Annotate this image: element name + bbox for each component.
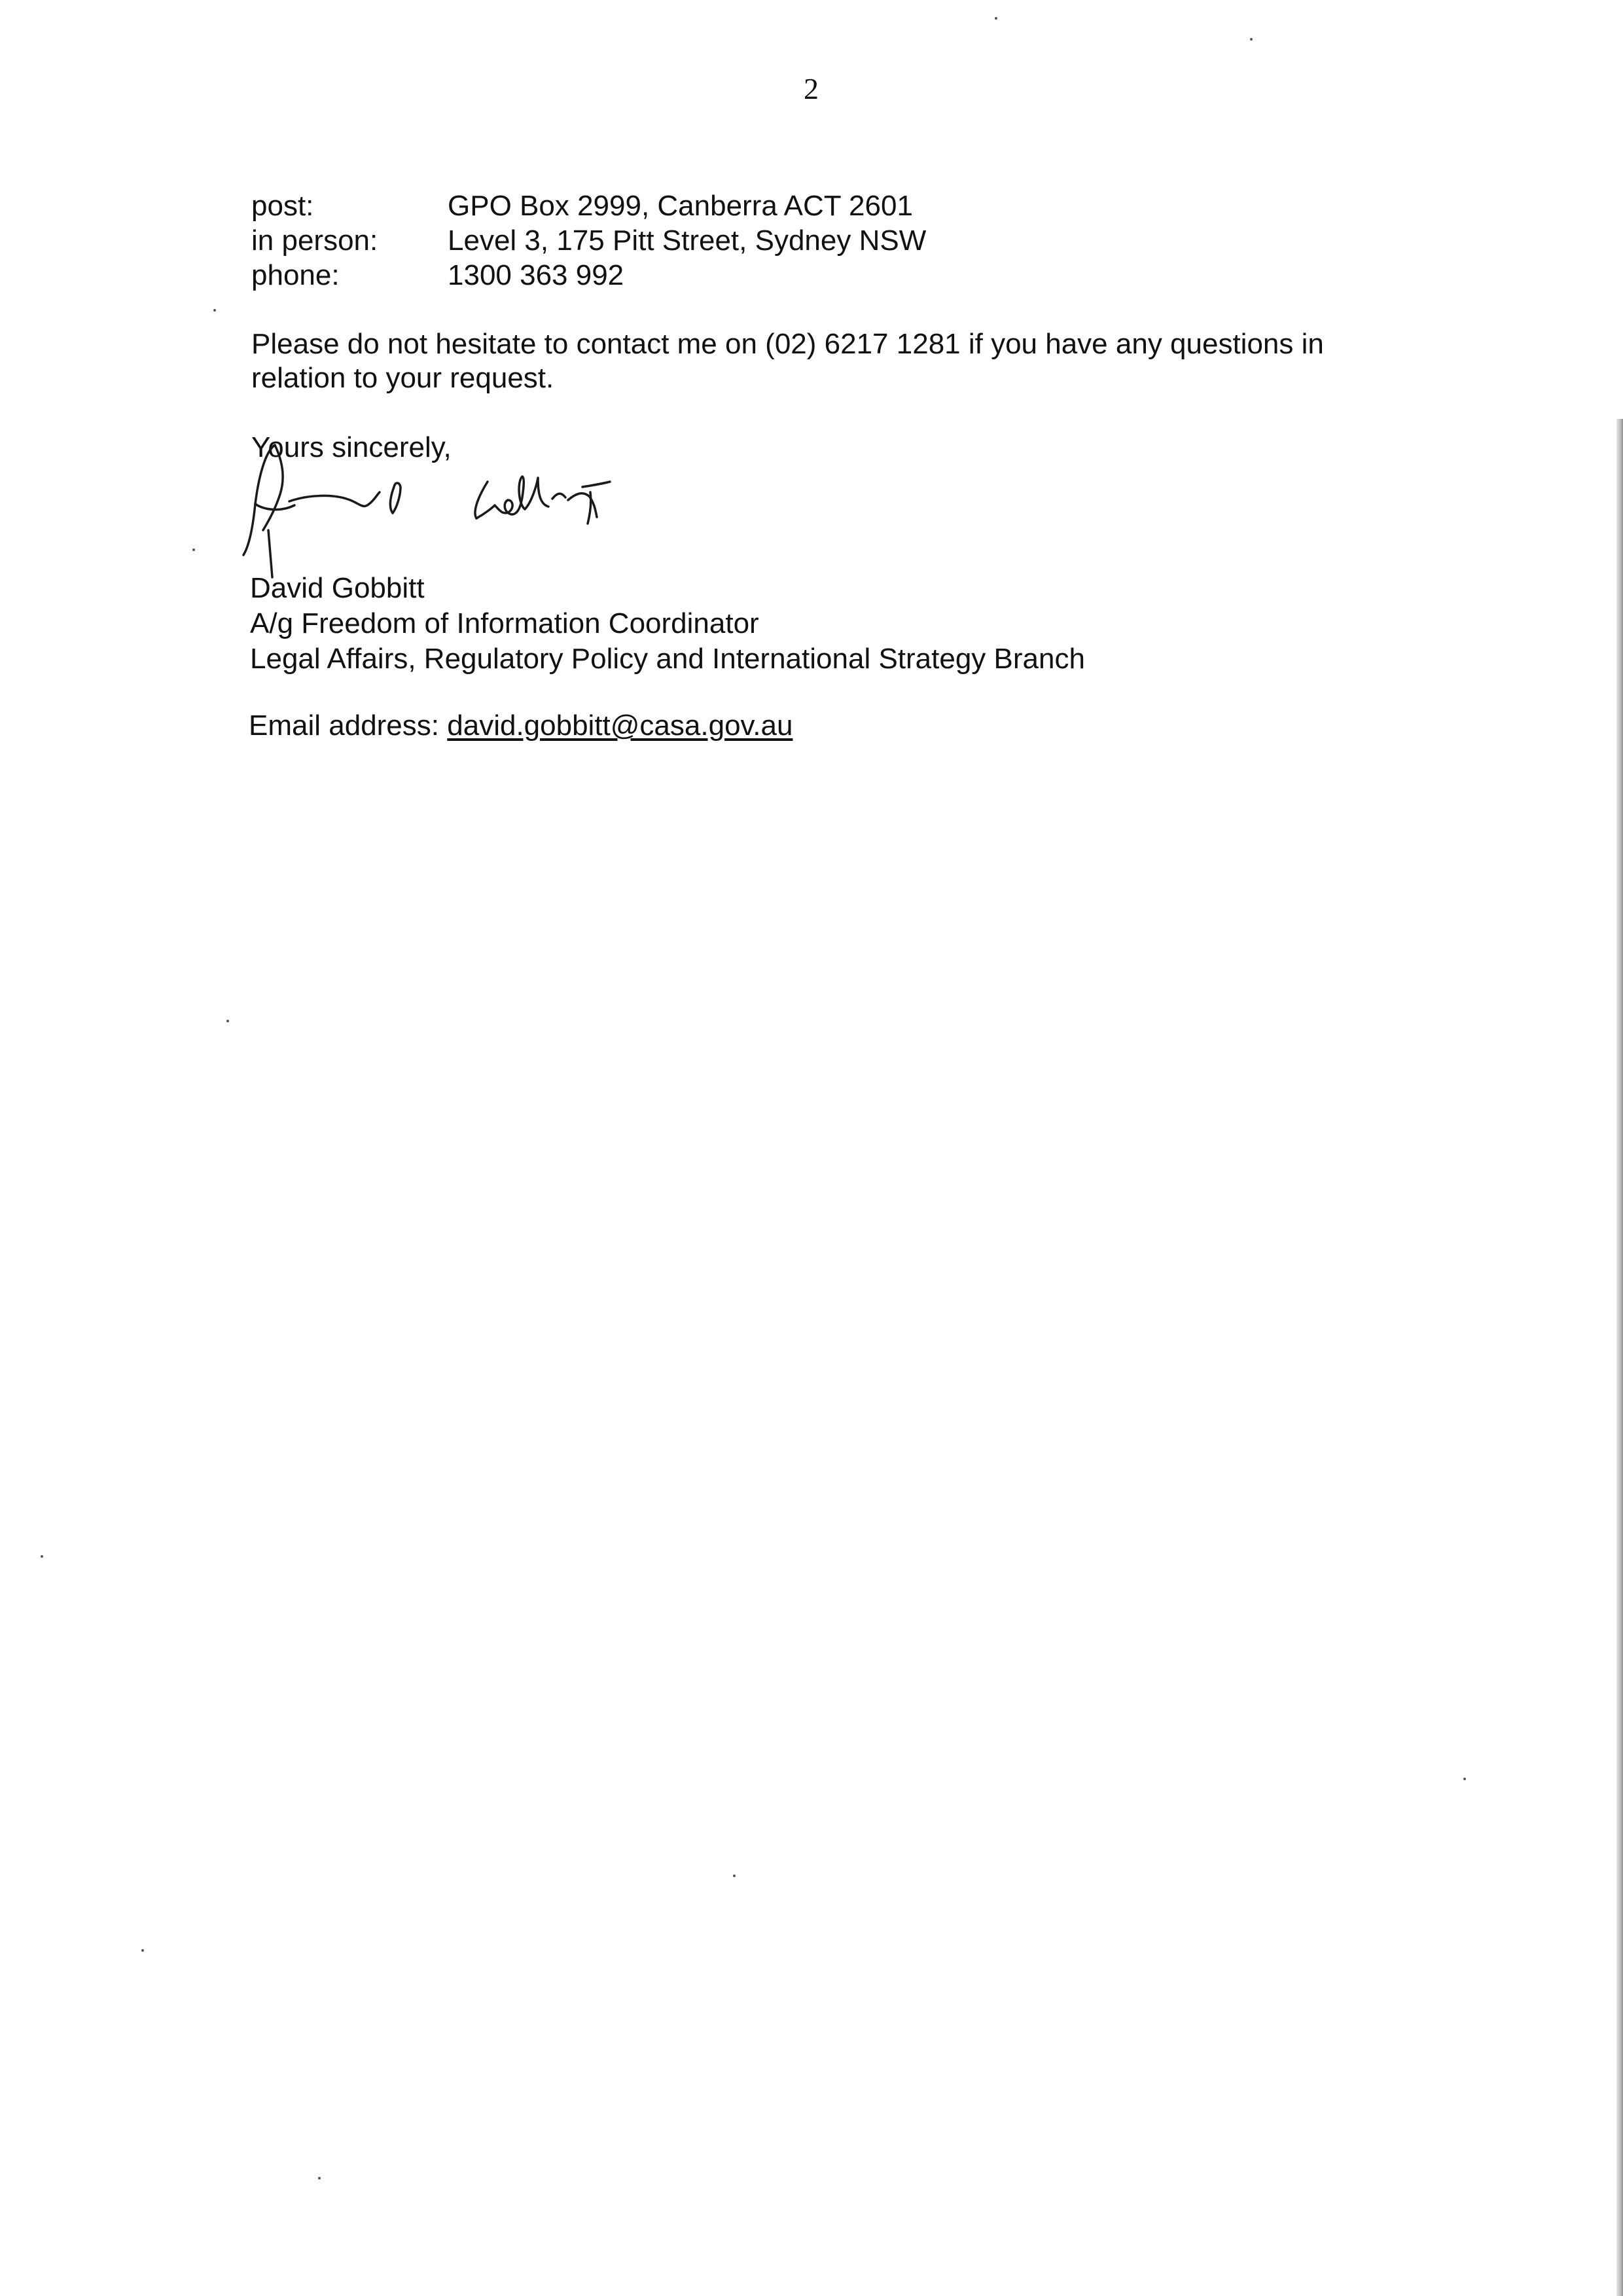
contact-row-post xyxy=(251,188,926,223)
scan-speck xyxy=(226,1020,229,1022)
email-link[interactable]: david.gobbitt@casa.gov.au xyxy=(447,709,793,742)
scan-edge-shadow xyxy=(1616,419,1623,2296)
signatory-name: David Gobbitt xyxy=(250,572,425,604)
scan-speck xyxy=(141,1949,144,1952)
contact-label: in person: xyxy=(251,224,378,257)
contact-row-phone xyxy=(251,258,926,293)
scan-speck xyxy=(41,1555,43,1558)
body-paragraph: Please do not hesitate to contact me on (02) 6217 1281 if you have any questions in relation to your request. xyxy=(251,328,1324,394)
email-line xyxy=(249,708,793,744)
scan-speck xyxy=(1250,38,1253,41)
scan-speck xyxy=(1463,1778,1466,1780)
signatory-branch: Legal Affairs, Regulatory Policy and International Strategy Branch xyxy=(250,643,1085,675)
scan-speck xyxy=(192,548,195,551)
contact-label: post: xyxy=(251,190,314,222)
signatory-block xyxy=(250,571,1085,677)
scan-speck xyxy=(213,309,216,312)
handwritten-signature xyxy=(229,432,635,583)
scan-speck xyxy=(318,2177,321,2179)
contact-row-in-person xyxy=(251,223,926,258)
scan-speck xyxy=(995,17,997,20)
closing-salutation: Yours sincerely, xyxy=(251,431,452,463)
page-number: 2 xyxy=(804,72,819,105)
contact-label: phone: xyxy=(251,259,340,291)
email-label: Email address: xyxy=(249,709,440,742)
contact-value: 1300 363 992 xyxy=(448,259,624,291)
signatory-title: A/g Freedom of Information Coordinator xyxy=(250,607,759,639)
contact-details xyxy=(251,188,926,293)
contact-value: GPO Box 2999, Canberra ACT 2601 xyxy=(448,190,913,222)
scan-speck xyxy=(733,1874,736,1877)
contact-value: Level 3, 175 Pitt Street, Sydney NSW xyxy=(448,224,927,257)
